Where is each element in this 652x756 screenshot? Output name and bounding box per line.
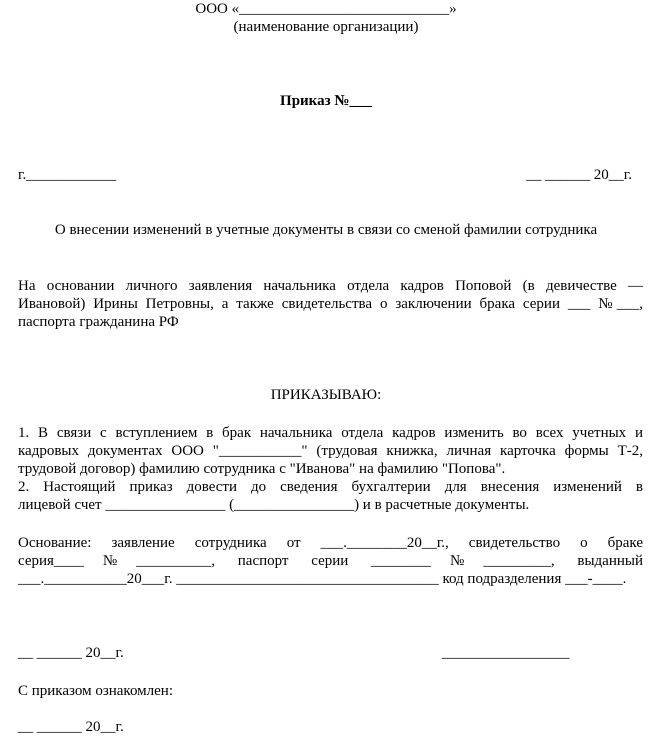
signature-line: _________________ <box>442 645 570 661</box>
org-name-line: ООО «____________________________» <box>195 1 457 17</box>
date-field: __ ______ 20__г. <box>526 167 632 183</box>
order-subject: О внесении изменений в учетные документы в связи со сменой фамилии сотрудника <box>54 222 598 238</box>
item-1-line-3: трудовой договор) фамилию сотрудника с "Иванова" на фамилию "Попова". <box>18 461 506 477</box>
org-name-caption: (наименование организации) <box>233 19 419 35</box>
preamble-line-1: На основании личного заявления начальника отдела кадров Поповой (в девичестве — <box>18 278 643 294</box>
signature-date: __ ______ 20__г. <box>18 645 124 661</box>
city-field: г.____________ <box>18 167 117 183</box>
basis-line-3: ___.___________20___г. ___________________________________ код подразделения ___-____. <box>18 571 627 587</box>
order-title: Приказ №___ <box>280 93 372 109</box>
preamble-line-3: паспорта гражданина РФ <box>18 314 179 330</box>
item-2-line-2: лицевой счет ________________ (________________) и в расчетные документы. <box>18 497 530 513</box>
item-1-line-1: 1. В связи с вступлением в брак начальника отдела кадров изменить во всех учетных и <box>18 425 643 441</box>
item-2-line-1: 2. Настоящий приказ довести до сведения бухгалтерии для внесения изменений в <box>18 479 643 495</box>
preamble-line-2: Ивановой) Ирины Петровны, а также свидетельства о заключении брака серии ___ №___, <box>18 296 643 312</box>
acquainted-label: С приказом ознакомлен: <box>18 683 174 699</box>
basis-line-1: Основание: заявление сотрудника от ___.________20__г., свидетельство о браке <box>18 535 643 551</box>
order-word: ПРИКАЗЫВАЮ: <box>270 387 382 403</box>
item-1-line-2: кадровых документах ООО "___________" (трудовая книжка, личная карточка формы Т-2, <box>18 443 643 459</box>
acquainted-date: __ ______ 20__г. <box>18 719 124 735</box>
basis-line-2: серия____№__________, паспорт серии ________№_________, выданный <box>18 553 643 569</box>
